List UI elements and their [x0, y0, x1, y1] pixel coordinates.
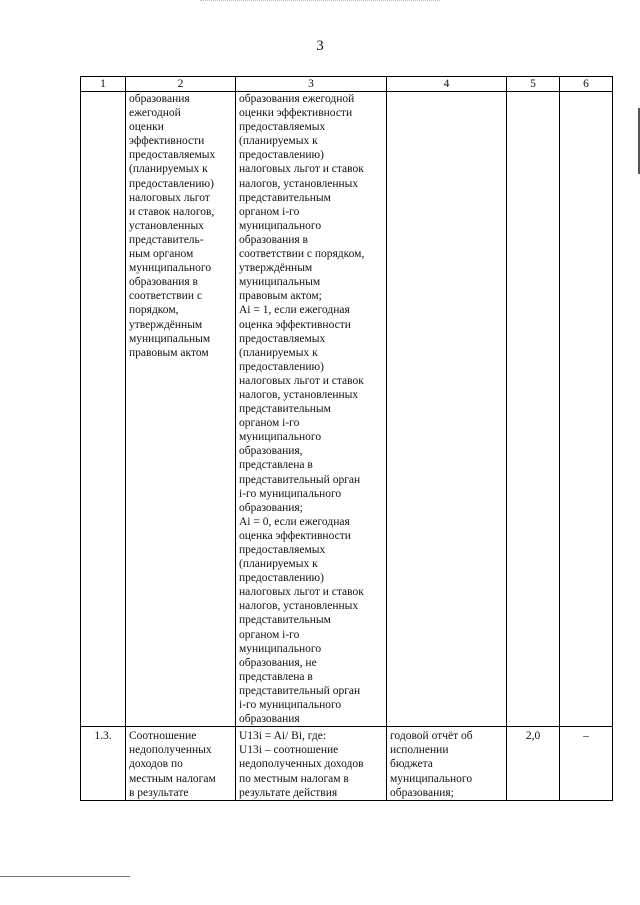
table-row-1-3: [81, 727, 613, 800]
cell-text-line: муниципального: [390, 772, 473, 785]
cell-text-line: представлена в: [239, 459, 313, 472]
cell-text-line: образования: [239, 713, 300, 726]
cell-text-line: утверждённым: [239, 262, 313, 275]
cell-text-line: предоставляемых: [129, 149, 216, 162]
cell-text-line: предоставляемых: [239, 332, 326, 345]
cell-text-line: U13i = Ai/ Bi, где:: [239, 730, 327, 743]
header-col-5: 5: [507, 77, 560, 92]
indicator-table: [80, 76, 613, 801]
cell-source: [387, 92, 507, 727]
cell-text-line: налоговых льгот и ставок: [239, 374, 364, 387]
cell-text-line: муниципального: [239, 431, 322, 444]
cell-source: [387, 727, 507, 800]
cell-text-line: исполнении: [390, 744, 449, 757]
cell-text-line: порядком,: [129, 304, 179, 317]
cell-text-line: ным органом: [129, 248, 194, 261]
cell-text-line: недополученных: [129, 744, 212, 757]
cell-text-line: ежегодной: [129, 107, 181, 120]
cell-text-line: U13i – соотношение: [239, 744, 339, 757]
cell-indicator-name: [126, 727, 236, 800]
cell-text-line: образования: [129, 93, 190, 105]
cell-text-line: налоговых льгот и ставок: [239, 163, 364, 176]
cell-text-line: оценки эффективности: [239, 107, 353, 120]
cell-text-line: налоговых льгот: [129, 191, 210, 204]
cell-text-line: оценка эффективности: [239, 529, 351, 542]
cell-text-line: представительным: [239, 191, 331, 204]
cell-text-line: (планируемых к: [239, 135, 318, 148]
table-row-continuation: [81, 92, 613, 727]
cell-text-line: эффективности: [129, 135, 205, 148]
cell-text-line: Соотношение: [129, 730, 197, 743]
cell-weight: 2,0: [507, 727, 560, 800]
cell-index: [81, 92, 126, 727]
cell-text-line: предоставляемых: [239, 121, 326, 134]
cell-text-line: (планируемых к: [239, 558, 318, 571]
page-number: 3: [316, 38, 324, 54]
cell-weight: [507, 92, 560, 727]
cell-text-line: налогов, установленных: [239, 177, 359, 190]
cell-text-line: (планируемых к: [129, 163, 208, 176]
cell-note: [560, 92, 613, 727]
cell-text-line: образования,: [239, 445, 303, 458]
cell-formula: [236, 92, 387, 727]
cell-text-line: Ai = 0, если ежегодная: [239, 515, 350, 528]
cell-text-line: правовым актом: [129, 346, 209, 359]
cell-text-line: образования, не: [239, 656, 317, 669]
cell-text-line: муниципального: [129, 262, 212, 275]
cell-text-line: муниципального: [239, 642, 322, 655]
cell-text-line: органом i-го: [239, 628, 300, 641]
cell-text-line: налогов, установленных: [239, 388, 359, 401]
column-number-row: [81, 77, 613, 92]
cell-text-line: органом i-го: [239, 205, 300, 218]
cell-index: 1.3.: [81, 727, 126, 800]
cell-text-line: представительным: [239, 614, 331, 627]
cell-text-line: бюджета: [390, 758, 433, 771]
cell-text-line: соответствии с: [129, 290, 202, 303]
cell-text-line: правовым актом;: [239, 290, 322, 303]
header-col-6: 6: [560, 77, 613, 92]
cell-text-line: муниципальным: [129, 332, 211, 345]
cell-text-line: i-го муниципального: [239, 699, 342, 712]
footnote-rule: [0, 876, 130, 877]
cell-note: –: [560, 727, 613, 800]
cell-text-line: представительный орган: [239, 684, 361, 697]
cell-text-line: и ставок налогов,: [129, 205, 215, 218]
cell-text-line: Ai = 1, если ежегодная: [239, 304, 350, 317]
cell-text-line: налогов, установленных: [239, 600, 359, 613]
cell-text-line: оценка эффективности: [239, 318, 351, 331]
cell-text-line: образования в: [239, 233, 308, 246]
cell-text-line: (планируемых к: [239, 346, 318, 359]
cell-text-line: образования ежегодной: [239, 93, 355, 105]
cell-text-line: предоставлению): [239, 572, 324, 585]
cell-text-line: органом i-го: [239, 417, 300, 430]
cell-text-line: представительный орган: [239, 473, 361, 486]
cell-text-line: установленных: [129, 219, 204, 232]
cell-text-line: по местным налогам в: [239, 772, 349, 785]
cell-text-line: представитель-: [129, 233, 204, 246]
scan-artifact: [200, 0, 440, 1]
cell-text-line: образования;: [239, 501, 303, 514]
cell-text-line: доходов по: [129, 758, 183, 771]
cell-text-line: местным налогам: [129, 772, 216, 785]
cell-text-line: муниципального: [239, 219, 322, 232]
cell-text-line: муниципальным: [239, 276, 321, 289]
cell-formula: [236, 727, 387, 800]
cell-indicator-name: [126, 92, 236, 727]
cell-text-line: результате действия: [239, 786, 338, 799]
cell-text-line: предоставлению): [239, 149, 324, 162]
cell-text-line: предоставлению): [239, 360, 324, 373]
cell-text-line: представлена в: [239, 670, 313, 683]
cell-text-line: утверждённым: [129, 318, 203, 331]
cell-text-line: представительным: [239, 403, 331, 416]
header-col-1: 1: [81, 77, 126, 92]
cell-text-line: оценки: [129, 121, 164, 134]
header-col-4: 4: [387, 77, 507, 92]
cell-text-line: недополученных доходов: [239, 758, 364, 771]
cell-text-line: соответствии с порядком,: [239, 248, 365, 261]
cell-text-line: i-го муниципального: [239, 487, 342, 500]
cell-text-line: образования в: [129, 276, 198, 289]
cell-text-line: предоставляемых: [239, 544, 326, 556]
cell-text-line: налоговых льгот и ставок: [239, 586, 364, 599]
header-col-3: 3: [236, 77, 387, 92]
cell-text-line: годовой отчёт об: [390, 730, 473, 743]
cell-text-line: в результате: [129, 786, 189, 799]
cell-text-line: образования;: [390, 786, 454, 799]
header-col-2: 2: [126, 77, 236, 92]
cell-text-line: предоставлению): [129, 177, 214, 190]
